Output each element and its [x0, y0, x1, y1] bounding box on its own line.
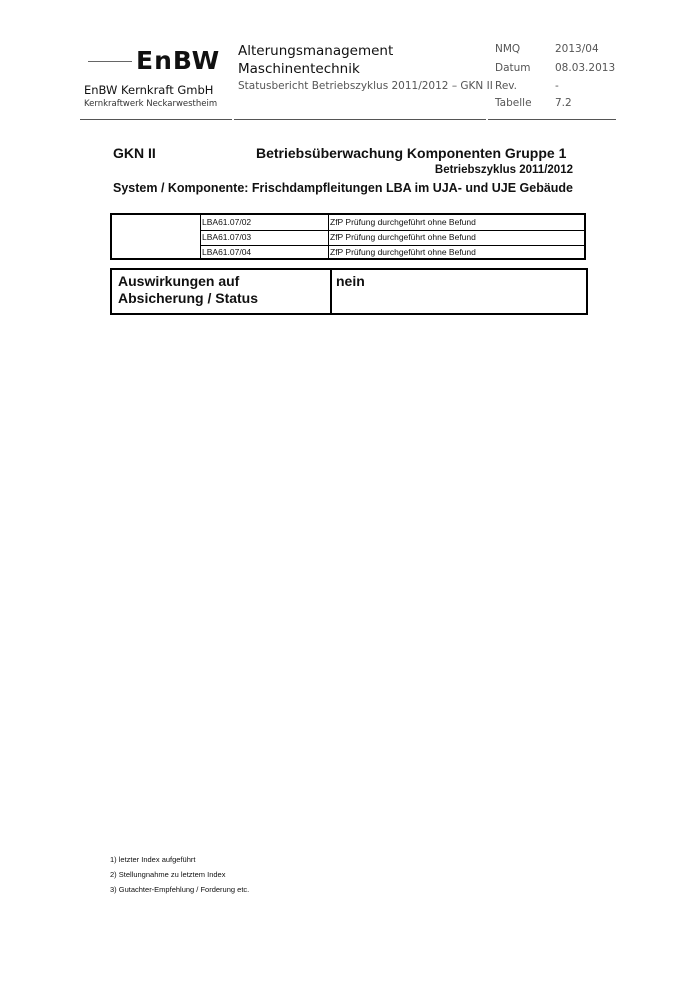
- footnote-2: 2) Stellungnahme zu letztem Index: [110, 870, 226, 879]
- footnote-3: 3) Gutachter-Empfehlung / Forderung etc.: [110, 885, 250, 894]
- cycle-label: Betriebszyklus 2011/2012: [434, 164, 573, 176]
- plant-name: Kernkraftwerk Neckarwestheim: [84, 99, 218, 109]
- table-row: [112, 230, 584, 245]
- status-value: nein: [336, 273, 365, 289]
- document-subtitle: Statusbericht Betriebszyklus 2011/2012 – GKN II: [238, 80, 493, 92]
- component-code: LBA61.07/04: [202, 247, 252, 257]
- company-logo: EnBW: [136, 46, 221, 75]
- meta-label-tabelle: Tabelle: [495, 97, 532, 109]
- unit-label: GKN II: [113, 145, 156, 161]
- component-table: [110, 213, 586, 260]
- section-heading: Betriebsüberwachung Komponenten Gruppe 1: [256, 145, 567, 161]
- table-row: [112, 245, 584, 260]
- meta-value-rev: -: [555, 80, 559, 92]
- document-title-line2: Maschinentechnik: [238, 61, 360, 77]
- logo-rule: [88, 61, 132, 62]
- status-table: [110, 268, 588, 315]
- meta-label-rev: Rev.: [495, 80, 518, 92]
- meta-value-nmq: 2013/04: [555, 43, 599, 55]
- component-code: LBA61.07/02: [202, 217, 252, 227]
- component-code: LBA61.07/03: [202, 232, 252, 242]
- company-name: EnBW Kernkraft GmbH: [84, 83, 214, 97]
- component-finding: ZfP Prüfung durchgeführt ohne Befund: [330, 232, 476, 242]
- document-title-line1: Alterungsmanagement: [238, 43, 394, 59]
- footnote-1: 1) letzter Index aufgeführt: [110, 855, 196, 864]
- header-divider: [488, 119, 616, 120]
- meta-value-tabelle: 7.2: [555, 97, 572, 109]
- table-column-divider: [330, 270, 332, 313]
- table-row: [112, 215, 584, 230]
- system-component-label: System / Komponente: Frischdampfleitungen LBA im UJA- und UJE Gebäude: [113, 181, 574, 195]
- header-divider: [80, 119, 232, 120]
- meta-label-datum: Datum: [495, 62, 531, 74]
- status-label: Auswirkungen auf Absicherung / Status: [118, 273, 259, 306]
- meta-label-nmq: NMQ: [495, 43, 521, 55]
- component-finding: ZfP Prüfung durchgeführt ohne Befund: [330, 217, 476, 227]
- header-divider: [234, 119, 486, 120]
- component-finding: ZfP Prüfung durchgeführt ohne Befund: [330, 247, 476, 257]
- meta-value-datum: 08.03.2013: [555, 62, 616, 74]
